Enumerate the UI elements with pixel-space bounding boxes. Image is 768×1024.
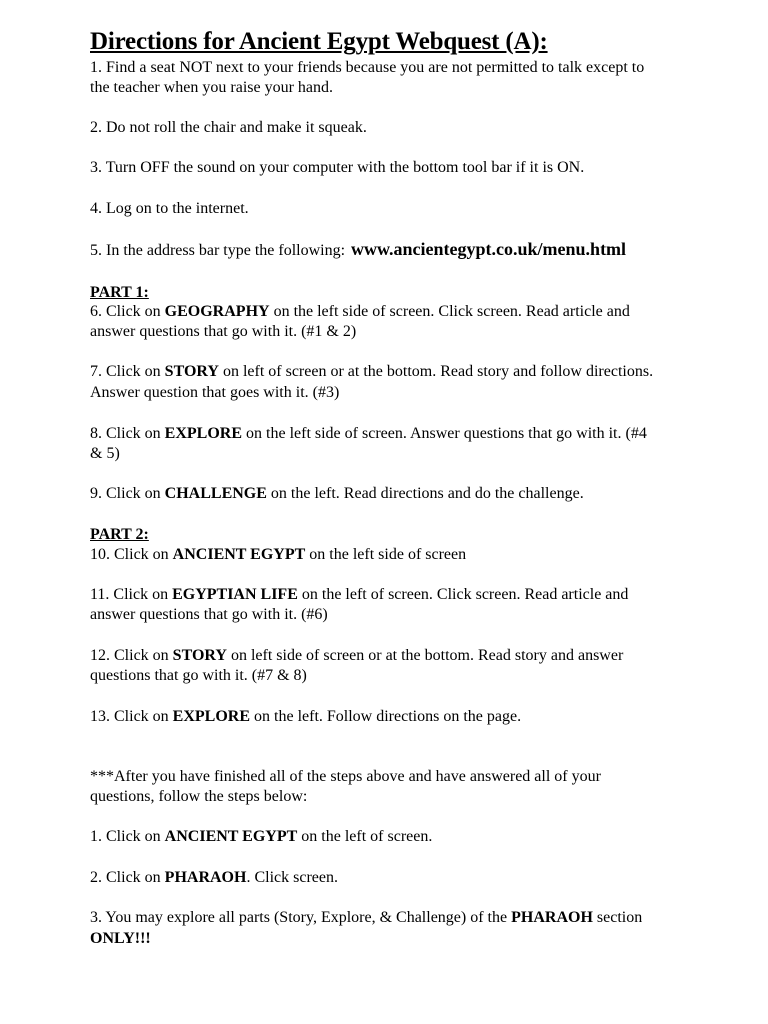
step-2: 2. Do not roll the chair and make it squeak. — [90, 119, 367, 136]
step-3: 3. Turn OFF the sound on your computer with the bottom tool bar if it is ON. — [90, 159, 585, 176]
final-step-2 — [90, 868, 730, 888]
part-2-heading: PART 2: — [90, 526, 149, 543]
final-step-1-suffix: on the left of screen. — [297, 828, 433, 845]
website-url: www.ancientegypt.co.uk/menu.html — [351, 239, 627, 259]
step-6-keyword: GEOGRAPHY — [164, 303, 270, 320]
step-13 — [90, 707, 730, 727]
step-4: 4. Log on to the internet. — [90, 200, 249, 217]
step-11-line-1 — [90, 585, 730, 605]
step-1-line-1: 1. Find a seat NOT next to your friends because you are not permitted to talk except to — [90, 59, 645, 76]
step-11-line-2: answer questions that go with it. (#6) — [90, 606, 328, 623]
step-11-keyword: EGYPTIAN LIFE — [172, 586, 298, 603]
final-step-1-keyword: ANCIENT EGYPT — [164, 828, 298, 845]
step-1-line-2: the teacher when you raise your hand. — [90, 79, 334, 96]
after-note-line-2: questions, follow the steps below: — [90, 788, 308, 805]
step-13-suffix: on the left. Follow directions on the page. — [250, 708, 522, 725]
step-7-suffix: on left of screen or at the bottom. Read story and follow directions. — [218, 363, 654, 380]
part-1-heading: PART 1: — [90, 284, 149, 301]
final-step-3-line-2: ONLY!!! — [90, 930, 151, 947]
final-step-3-line-1 — [90, 908, 730, 928]
step-11-prefix: 11. Click on — [90, 586, 173, 603]
final-step-2-keyword: PHARAOH — [164, 869, 247, 886]
step-12-prefix: 12. Click on — [90, 647, 173, 664]
step-9-prefix: 9. Click on — [90, 485, 165, 502]
step-6-line-1 — [90, 302, 730, 322]
final-step-3-keyword: PHARAOH — [511, 909, 593, 926]
step-8-line-2: & 5) — [90, 445, 120, 462]
final-step-1-prefix: 1. Click on — [90, 828, 165, 845]
step-6-prefix: 6. Click on — [90, 303, 165, 320]
step-13-prefix: 13. Click on — [90, 708, 173, 725]
step-6-line-2: answer questions that go with it. (#1 & 2) — [90, 323, 357, 340]
step-8-prefix: 8. Click on — [90, 425, 165, 442]
final-step-3-suffix: section — [592, 909, 643, 926]
after-note-line-1: ***After you have finished all of the steps above and have answered all of your — [90, 768, 601, 785]
final-step-3-prefix: 3. You may explore all parts (Story, Explore, & Challenge) of the — [90, 909, 512, 926]
step-5 — [90, 239, 730, 261]
final-step-2-suffix: . Click screen. — [246, 869, 338, 886]
step-9-suffix: on the left. Read directions and do the challenge. — [266, 485, 584, 502]
page-title: Directions for Ancient Egypt Webquest (A): — [90, 28, 548, 55]
step-8-keyword: EXPLORE — [164, 425, 243, 442]
step-8-suffix: on the left side of screen. Answer questions that go with it. (#4 — [242, 425, 647, 442]
step-12-line-1 — [90, 646, 730, 666]
step-9 — [90, 484, 730, 504]
step-6-suffix: on the left side of screen. Click screen. Read article and — [269, 303, 630, 320]
step-7-line-2: Answer question that goes with it. (#3) — [90, 384, 340, 401]
step-5-text: 5. In the address bar type the following: — [90, 242, 346, 259]
step-10-prefix: 10. Click on — [90, 546, 173, 563]
step-8-line-1 — [90, 424, 730, 444]
final-step-1 — [90, 827, 730, 847]
step-7-keyword: STORY — [164, 363, 219, 380]
step-10 — [90, 545, 730, 565]
step-9-keyword: CHALLENGE — [164, 485, 267, 502]
step-7-line-1 — [90, 362, 730, 382]
step-11-suffix: on the left of screen. Click screen. Read article and — [297, 586, 629, 603]
step-10-suffix: on the left side of screen — [305, 546, 467, 563]
final-step-2-prefix: 2. Click on — [90, 869, 165, 886]
step-12-suffix: on left side of screen or at the bottom. Read story and answer — [226, 647, 624, 664]
step-7-prefix: 7. Click on — [90, 363, 165, 380]
step-12-line-2: questions that go with it. (#7 & 8) — [90, 667, 307, 684]
step-13-keyword: EXPLORE — [172, 708, 251, 725]
step-10-keyword: ANCIENT EGYPT — [172, 546, 306, 563]
step-12-keyword: STORY — [172, 647, 227, 664]
